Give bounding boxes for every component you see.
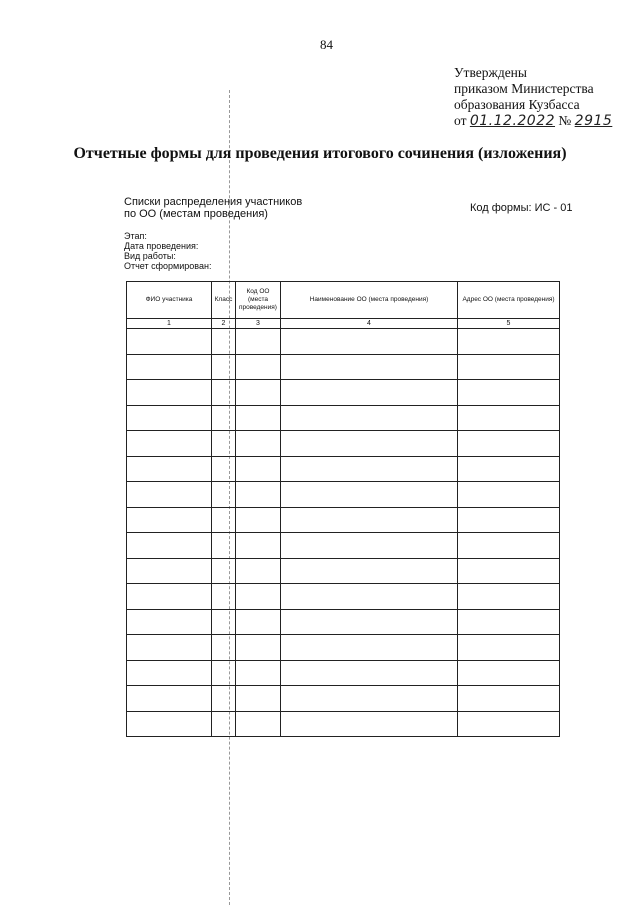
column-number: 3: [236, 319, 281, 329]
table-cell: [281, 711, 458, 737]
header-class: Класс: [212, 282, 236, 319]
table-cell: [458, 456, 560, 482]
table-cell: [458, 686, 560, 712]
table-row: [127, 584, 560, 610]
table-cell: [127, 584, 212, 610]
table-row: [127, 635, 560, 661]
table-cell: [127, 329, 212, 355]
report-meta: [124, 231, 211, 271]
table-row: [127, 329, 560, 355]
table-cell: [212, 584, 236, 610]
table-cell: [236, 507, 281, 533]
table-cell: [212, 507, 236, 533]
table-row: [127, 609, 560, 635]
table-body: [127, 329, 560, 737]
table-cell: [281, 380, 458, 406]
table-row: [127, 431, 560, 457]
table-cell: [212, 635, 236, 661]
table-row: [127, 686, 560, 712]
table-cell: [236, 686, 281, 712]
approval-date: 01.12.2022: [469, 113, 556, 129]
table-cell: [458, 431, 560, 457]
table-cell: [281, 635, 458, 661]
table-cell: [212, 329, 236, 355]
table-cell: [127, 660, 212, 686]
table-cell: [281, 456, 458, 482]
table-cell: [458, 584, 560, 610]
table-cell: [236, 329, 281, 355]
header-fio: ФИО участника: [127, 282, 212, 319]
table-cell: [281, 686, 458, 712]
table-row: [127, 380, 560, 406]
table-cell: [458, 660, 560, 686]
column-number: 4: [281, 319, 458, 329]
approval-number: 2915: [574, 113, 613, 129]
header-oo-name: Наименование ОО (места проведения): [281, 282, 458, 319]
list-title: [124, 196, 302, 220]
table-row: [127, 354, 560, 380]
table-cell: [458, 482, 560, 508]
table-cell: [458, 405, 560, 431]
table-cell: [458, 507, 560, 533]
table-cell: [212, 354, 236, 380]
table-cell: [458, 380, 560, 406]
table-row: [127, 482, 560, 508]
table-cell: [458, 635, 560, 661]
table-cell: [127, 354, 212, 380]
table-cell: [458, 533, 560, 559]
table-header-row: [127, 282, 560, 319]
table-cell: [212, 609, 236, 635]
column-number-row: [127, 319, 560, 329]
table-cell: [212, 431, 236, 457]
approval-line-3: образования Кузбасса: [454, 97, 580, 112]
table-row: [127, 507, 560, 533]
table-cell: [281, 533, 458, 559]
table-cell: [281, 431, 458, 457]
table-row: [127, 660, 560, 686]
header-oo-code: Код ОО (места проведения): [236, 282, 281, 319]
table-cell: [212, 686, 236, 712]
table-cell: [236, 482, 281, 508]
table-cell: [236, 405, 281, 431]
approval-line-2: приказом Министерства: [454, 81, 594, 96]
table-cell: [236, 609, 281, 635]
table-row: [127, 533, 560, 559]
table-cell: [458, 354, 560, 380]
table-cell: [458, 609, 560, 635]
table-cell: [281, 660, 458, 686]
table-cell: [127, 482, 212, 508]
document-title: Отчетные формы для проведения итогового сочинения (изложения): [73, 145, 567, 162]
approval-date-line: [454, 113, 612, 129]
table-cell: [212, 660, 236, 686]
distribution-table: [126, 281, 560, 737]
page-number: 84: [320, 37, 333, 52]
table-cell: [236, 584, 281, 610]
table-cell: [281, 507, 458, 533]
table-cell: [281, 558, 458, 584]
list-title-line-1: Списки распределения участников: [124, 196, 303, 208]
column-number: 2: [212, 319, 236, 329]
meta-generated: Отчет сформирован:: [124, 261, 212, 271]
table-cell: [212, 482, 236, 508]
table-cell: [212, 456, 236, 482]
table-cell: [212, 558, 236, 584]
table-cell: [236, 431, 281, 457]
approval-number-sign: №: [558, 113, 572, 128]
table-cell: [236, 533, 281, 559]
table-cell: [236, 380, 281, 406]
table-cell: [458, 558, 560, 584]
approval-from: от: [454, 113, 467, 128]
approval-block: [454, 65, 612, 129]
table-cell: [236, 558, 281, 584]
column-number: 5: [458, 319, 560, 329]
table-row: [127, 711, 560, 737]
table-cell: [127, 711, 212, 737]
meta-stage: Этап:: [124, 231, 147, 241]
table-cell: [458, 711, 560, 737]
meta-work-type: Вид работы:: [124, 251, 176, 261]
table-cell: [127, 380, 212, 406]
table-cell: [236, 660, 281, 686]
table-cell: [127, 686, 212, 712]
table-cell: [127, 558, 212, 584]
table-cell: [127, 533, 212, 559]
table-cell: [127, 507, 212, 533]
table-row: [127, 405, 560, 431]
table-cell: [458, 329, 560, 355]
table-cell: [212, 380, 236, 406]
column-number: 1: [127, 319, 212, 329]
list-title-line-2: по ОО (местам проведения): [124, 208, 268, 220]
table-cell: [127, 405, 212, 431]
table-cell: [281, 482, 458, 508]
table-cell: [281, 405, 458, 431]
table-cell: [127, 431, 212, 457]
table-cell: [236, 456, 281, 482]
table-cell: [281, 584, 458, 610]
header-oo-address: Адрес ОО (места проведения): [458, 282, 560, 319]
approval-line-1: Утверждены: [454, 65, 527, 80]
table-cell: [127, 456, 212, 482]
table-cell: [281, 329, 458, 355]
table-cell: [236, 711, 281, 737]
table-cell: [281, 609, 458, 635]
table-cell: [127, 635, 212, 661]
table-cell: [236, 354, 281, 380]
table-row: [127, 558, 560, 584]
table-cell: [212, 711, 236, 737]
table-row: [127, 456, 560, 482]
table-cell: [212, 405, 236, 431]
meta-date: Дата проведения:: [124, 241, 199, 251]
table-cell: [212, 533, 236, 559]
table-cell: [127, 609, 212, 635]
table-cell: [281, 354, 458, 380]
form-code: Код формы: ИС - 01: [470, 202, 573, 214]
table-cell: [236, 635, 281, 661]
